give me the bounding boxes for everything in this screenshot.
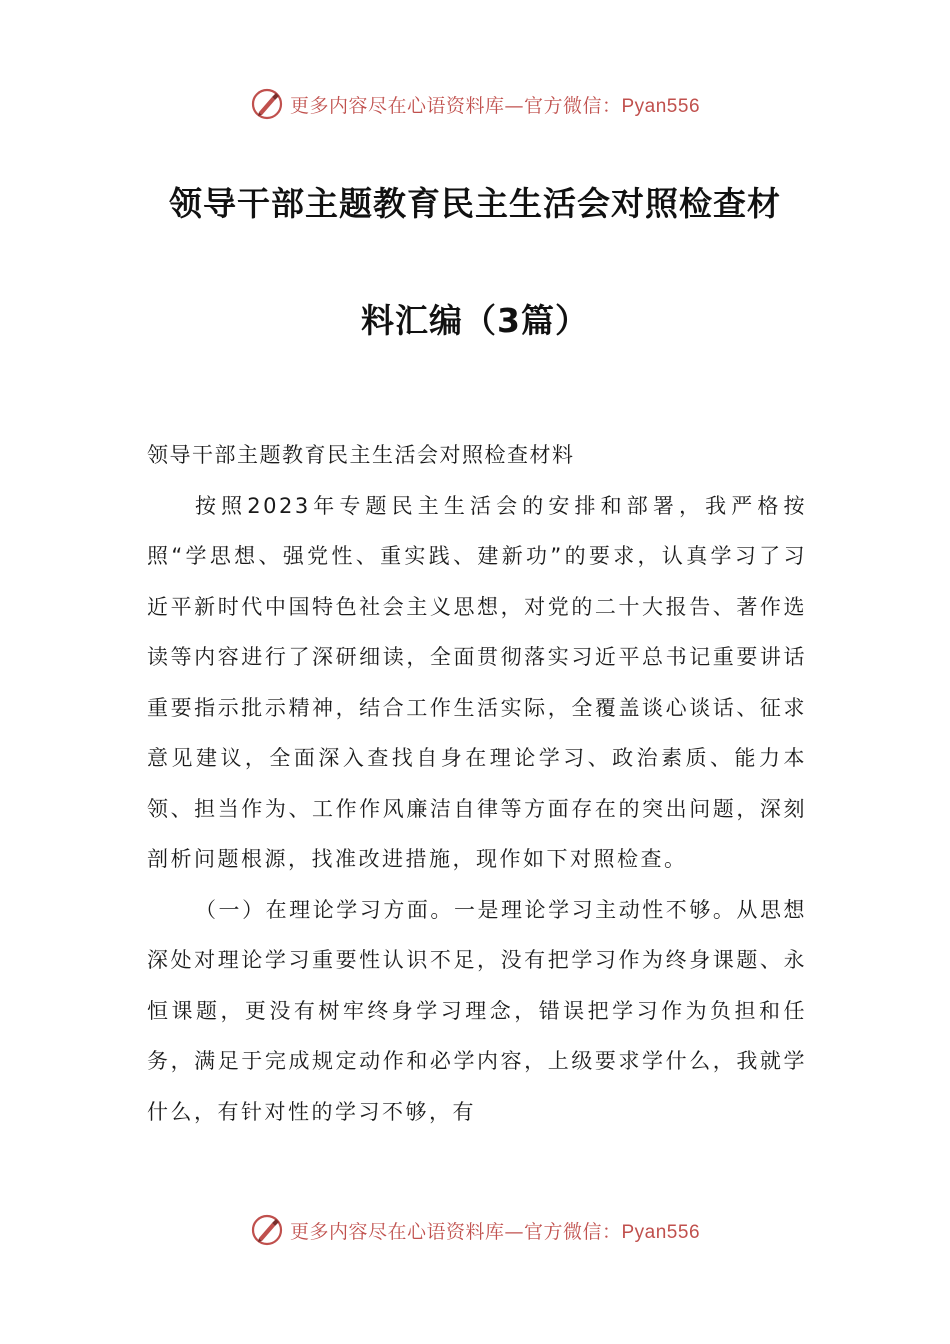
footer-watermark — [0, 1210, 950, 1250]
wechat-id: Pyan556 — [621, 95, 701, 117]
document-title-line2: 料汇编（3篇） — [361, 301, 589, 340]
document-title-line1: 领导干部主题教育民主生活会对照检查材 — [169, 184, 781, 223]
watermark-text: 更多内容尽在心语资料库—官方微信：Pyan556 — [289, 94, 701, 117]
body-paragraph: （一）在理论学习方面。一是理论学习主动性不够。从思想深处对理论学习重要性认识不足，没有把学习作为终身课题、永恒课题，更没有树牢终身学习理念，错误把学习作为负担和任务，满足于完成规定动作和必学内容，上级要求学什么，我就学什么，有针对性的学习不够，有 — [147, 897, 807, 1124]
pen-logo-icon — [250, 1213, 284, 1247]
document-body — [147, 430, 807, 1137]
pen-logo-icon — [250, 87, 284, 121]
body-paragraph: 按照2023年专题民主生活会的安排和部署，我严格按照“学思想、强党性、重实践、建新功”的要求，认真学习了习近平新时代中国特色社会主义思想，对党的二十大报告、著作选读等内容进行了深研细读，全面贯彻落实习近平总书记重要讲话重要指示批示精神，结合工作生活实际，全覆盖谈心谈话、征求意见建议，全面深入查找自身在理论学习、政治素质、能力本领、担当作为、工作作风廉洁自律等方面存在的突出问题，深刻剖析问题根源，找准改进措施，现作如下对照检查。 — [147, 493, 807, 871]
document-subheading: 领导干部主题教育民主生活会对照检查材料 — [147, 443, 575, 467]
watermark-text: 更多内容尽在心语资料库—官方微信：Pyan556 — [289, 1220, 701, 1243]
wechat-id: Pyan556 — [621, 1221, 701, 1243]
header-watermark — [0, 84, 950, 124]
